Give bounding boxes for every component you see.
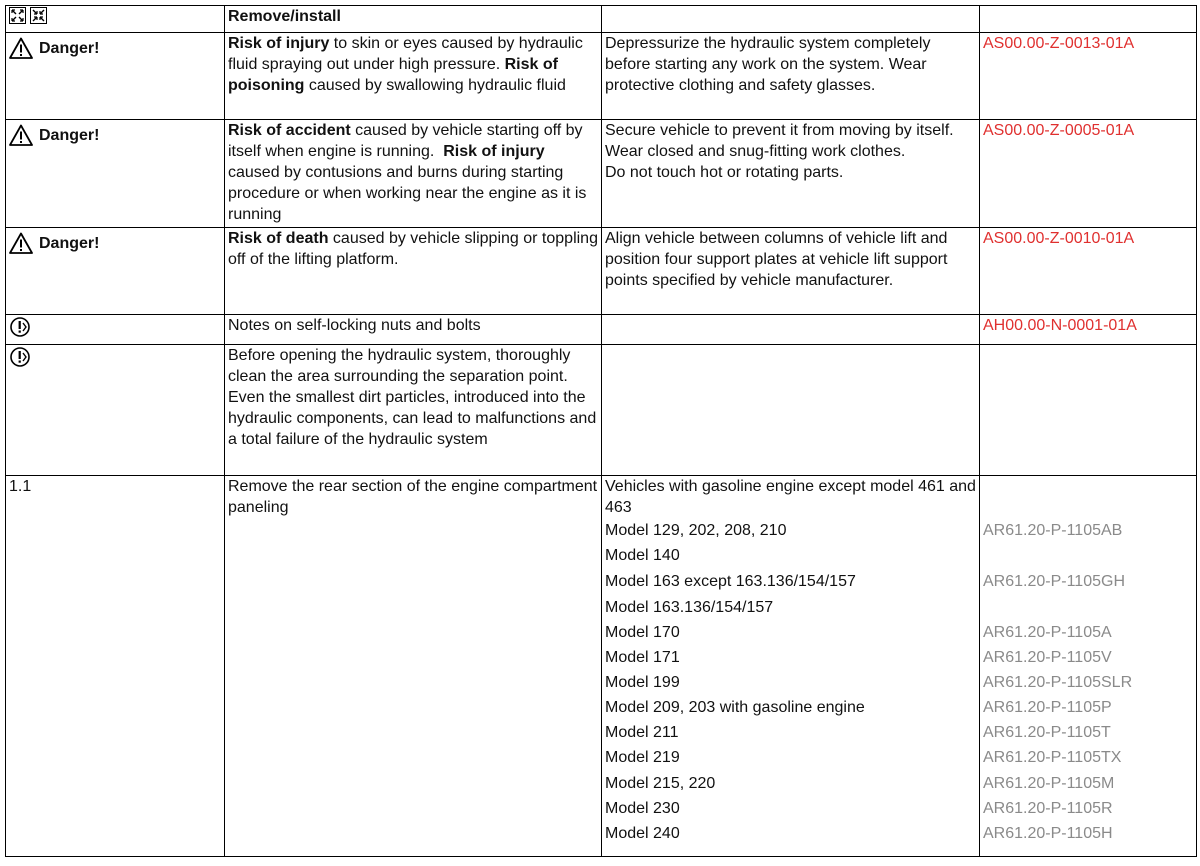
- install-symbol-icon: [30, 7, 47, 24]
- model-reference-link[interactable]: AR61.20-P-1105V: [983, 649, 1112, 666]
- remove-symbol-icon: [9, 7, 26, 24]
- model-reference-link[interactable]: AR61.20-P-1105A: [983, 624, 1112, 641]
- note-circle-icon: [9, 316, 31, 338]
- action-cell: Depressurize the hydraulic system completely before starting any work on the system. Wear protective clothing and safety glasses.: [602, 33, 980, 120]
- model-reference-link: [983, 543, 1193, 568]
- model-reference-link[interactable]: AR61.20-P-1105P: [983, 699, 1112, 716]
- header-empty-cell: [980, 6, 1197, 33]
- step-row: [6, 476, 1197, 857]
- procedure-table: [5, 5, 1197, 857]
- header-empty-cell: [602, 6, 980, 33]
- action-cell: Align vehicle between columns of vehicle lift and position four support plates at vehicle lift support points specified by vehicle manufacturer.: [602, 228, 980, 315]
- note-text: Notes on self-locking nuts and bolts: [225, 315, 602, 345]
- warning-triangle-icon: [9, 124, 33, 146]
- header-symbols-cell: [6, 6, 225, 33]
- note-circle-icon: [9, 346, 31, 368]
- warning-triangle-icon: [9, 37, 33, 59]
- reference-link[interactable]: AS00.00-Z-0005-01A: [980, 120, 1197, 228]
- danger-label: Danger!: [39, 234, 100, 252]
- danger-row: [6, 120, 1197, 228]
- danger-label: Danger!: [39, 39, 100, 57]
- model-reference-link[interactable]: AR61.20-P-1105SLR: [983, 674, 1133, 691]
- model-intro: Vehicles with gasoline engine except model 461 and 463: [605, 478, 976, 516]
- note-text: Before opening the hydraulic system, thoroughly clean the area surrounding the separation point. Even the smallest dirt particles, introduced into the hydraulic components, can lead to malfunctions and a total failure of the hydraulic system: [225, 345, 602, 476]
- note-row: [6, 315, 1197, 345]
- model-label: Model 129, 202, 208, 210: [605, 522, 787, 539]
- header-row: [6, 6, 1197, 33]
- model-reference-link[interactable]: AR61.20-P-1105AB: [983, 522, 1123, 539]
- header-title: Remove/install: [225, 6, 602, 33]
- model-reference-link[interactable]: AR61.20-P-1105R: [983, 800, 1113, 817]
- model-reference-link[interactable]: AR61.20-P-1105T: [983, 724, 1111, 741]
- model-label: Model 199: [605, 674, 680, 691]
- reference-link[interactable]: AH00.00-N-0001-01A: [980, 315, 1197, 345]
- risk-cell: Risk of accident caused by vehicle starting off by itself when engine is running. Risk of injury caused by contusions and burns during starting procedure or when working near the engine as it is running: [225, 120, 602, 228]
- model-label: Model 219: [605, 749, 680, 766]
- model-reference-link[interactable]: AR61.20-P-1105TX: [983, 749, 1122, 766]
- model-reference-link: [983, 595, 1193, 620]
- danger-label: Danger!: [39, 126, 100, 144]
- model-label: Model 215, 220: [605, 775, 716, 792]
- model-label: Model 209, 203 with gasoline engine: [605, 699, 865, 716]
- model-ref-list: [980, 476, 1197, 857]
- model-label: Model 163.136/154/157: [605, 599, 774, 616]
- model-label: Model 163 except 163.136/154/157: [605, 573, 856, 590]
- reference-link[interactable]: AS00.00-Z-0013-01A: [980, 33, 1197, 120]
- reference-link[interactable]: AS00.00-Z-0010-01A: [980, 228, 1197, 315]
- model-label: Model 211: [605, 724, 679, 741]
- model-label: Model 230: [605, 800, 680, 817]
- danger-row: [6, 33, 1197, 120]
- step-text: Remove the rear section of the engine compartment paneling: [225, 476, 602, 857]
- step-number: 1.1: [6, 476, 225, 857]
- model-label: Model 170: [605, 624, 680, 641]
- model-label: Model 171: [605, 649, 680, 666]
- action-cell: Secure vehicle to prevent it from moving by itself. Wear closed and snug-fitting work clothes. Do not touch hot or rotating parts.: [602, 120, 980, 228]
- model-reference-link[interactable]: AR61.20-P-1105M: [983, 775, 1115, 792]
- risk-cell: Risk of injury to skin or eyes caused by hydraulic fluid spraying out under high pressure. Risk of poisoning caused by swallowing hydraulic fluid: [225, 33, 602, 120]
- model-label: Model 140: [605, 547, 680, 564]
- risk-cell: Risk of death caused by vehicle slipping or toppling off of the lifting platform.: [225, 228, 602, 315]
- danger-row: [6, 228, 1197, 315]
- note-row: [6, 345, 1197, 476]
- model-list: [602, 476, 980, 857]
- warning-triangle-icon: [9, 232, 33, 254]
- model-reference-link[interactable]: AR61.20-P-1105H: [983, 825, 1113, 842]
- model-reference-link[interactable]: AR61.20-P-1105GH: [983, 573, 1125, 590]
- model-label: Model 240: [605, 825, 680, 842]
